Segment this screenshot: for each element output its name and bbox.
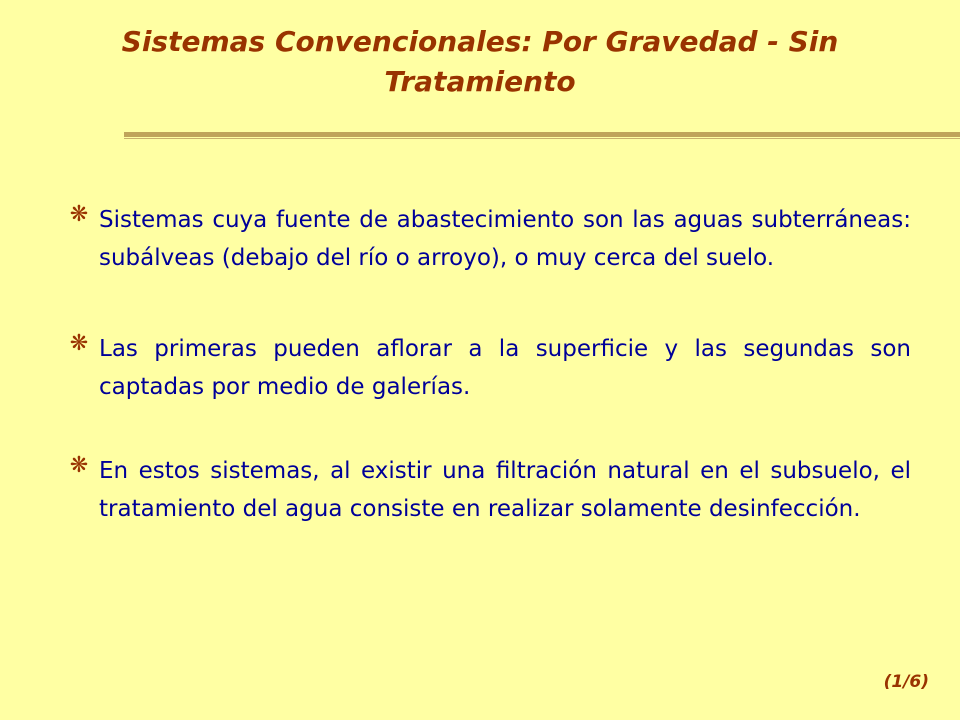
- bullet-item: [68, 452, 911, 528]
- bullet-text: En estos sistemas, al existir una filtración natural en el subsuelo, el tratamiento del agua consiste en realizar solamente desinfección.: [99, 458, 911, 522]
- snowflake-asterisk-icon: ❋: [69, 331, 89, 356]
- page-number: (1/6): [883, 672, 929, 692]
- snowflake-asterisk-icon: ❋: [69, 202, 89, 227]
- bullet-item: [68, 201, 911, 277]
- slide-title: Sistemas Convencionales: Por Gravedad - Sin Tratamiento: [121, 25, 839, 98]
- snowflake-asterisk-icon: ❋: [69, 453, 89, 478]
- title-divider-thick: [124, 132, 960, 137]
- bullet-item: [68, 330, 911, 406]
- bullet-text: Sistemas cuya fuente de abastecimiento son las aguas subterráneas: subálveas (debajo del río o arroyo), o muy cerca del suelo.: [99, 207, 911, 271]
- bullet-list: [68, 201, 911, 581]
- title-divider-thin: [124, 138, 960, 139]
- bullet-text: Las primeras pueden aflorar a la superficie y las segundas son captadas por medio de galerías.: [99, 336, 911, 400]
- title-divider: [124, 132, 960, 140]
